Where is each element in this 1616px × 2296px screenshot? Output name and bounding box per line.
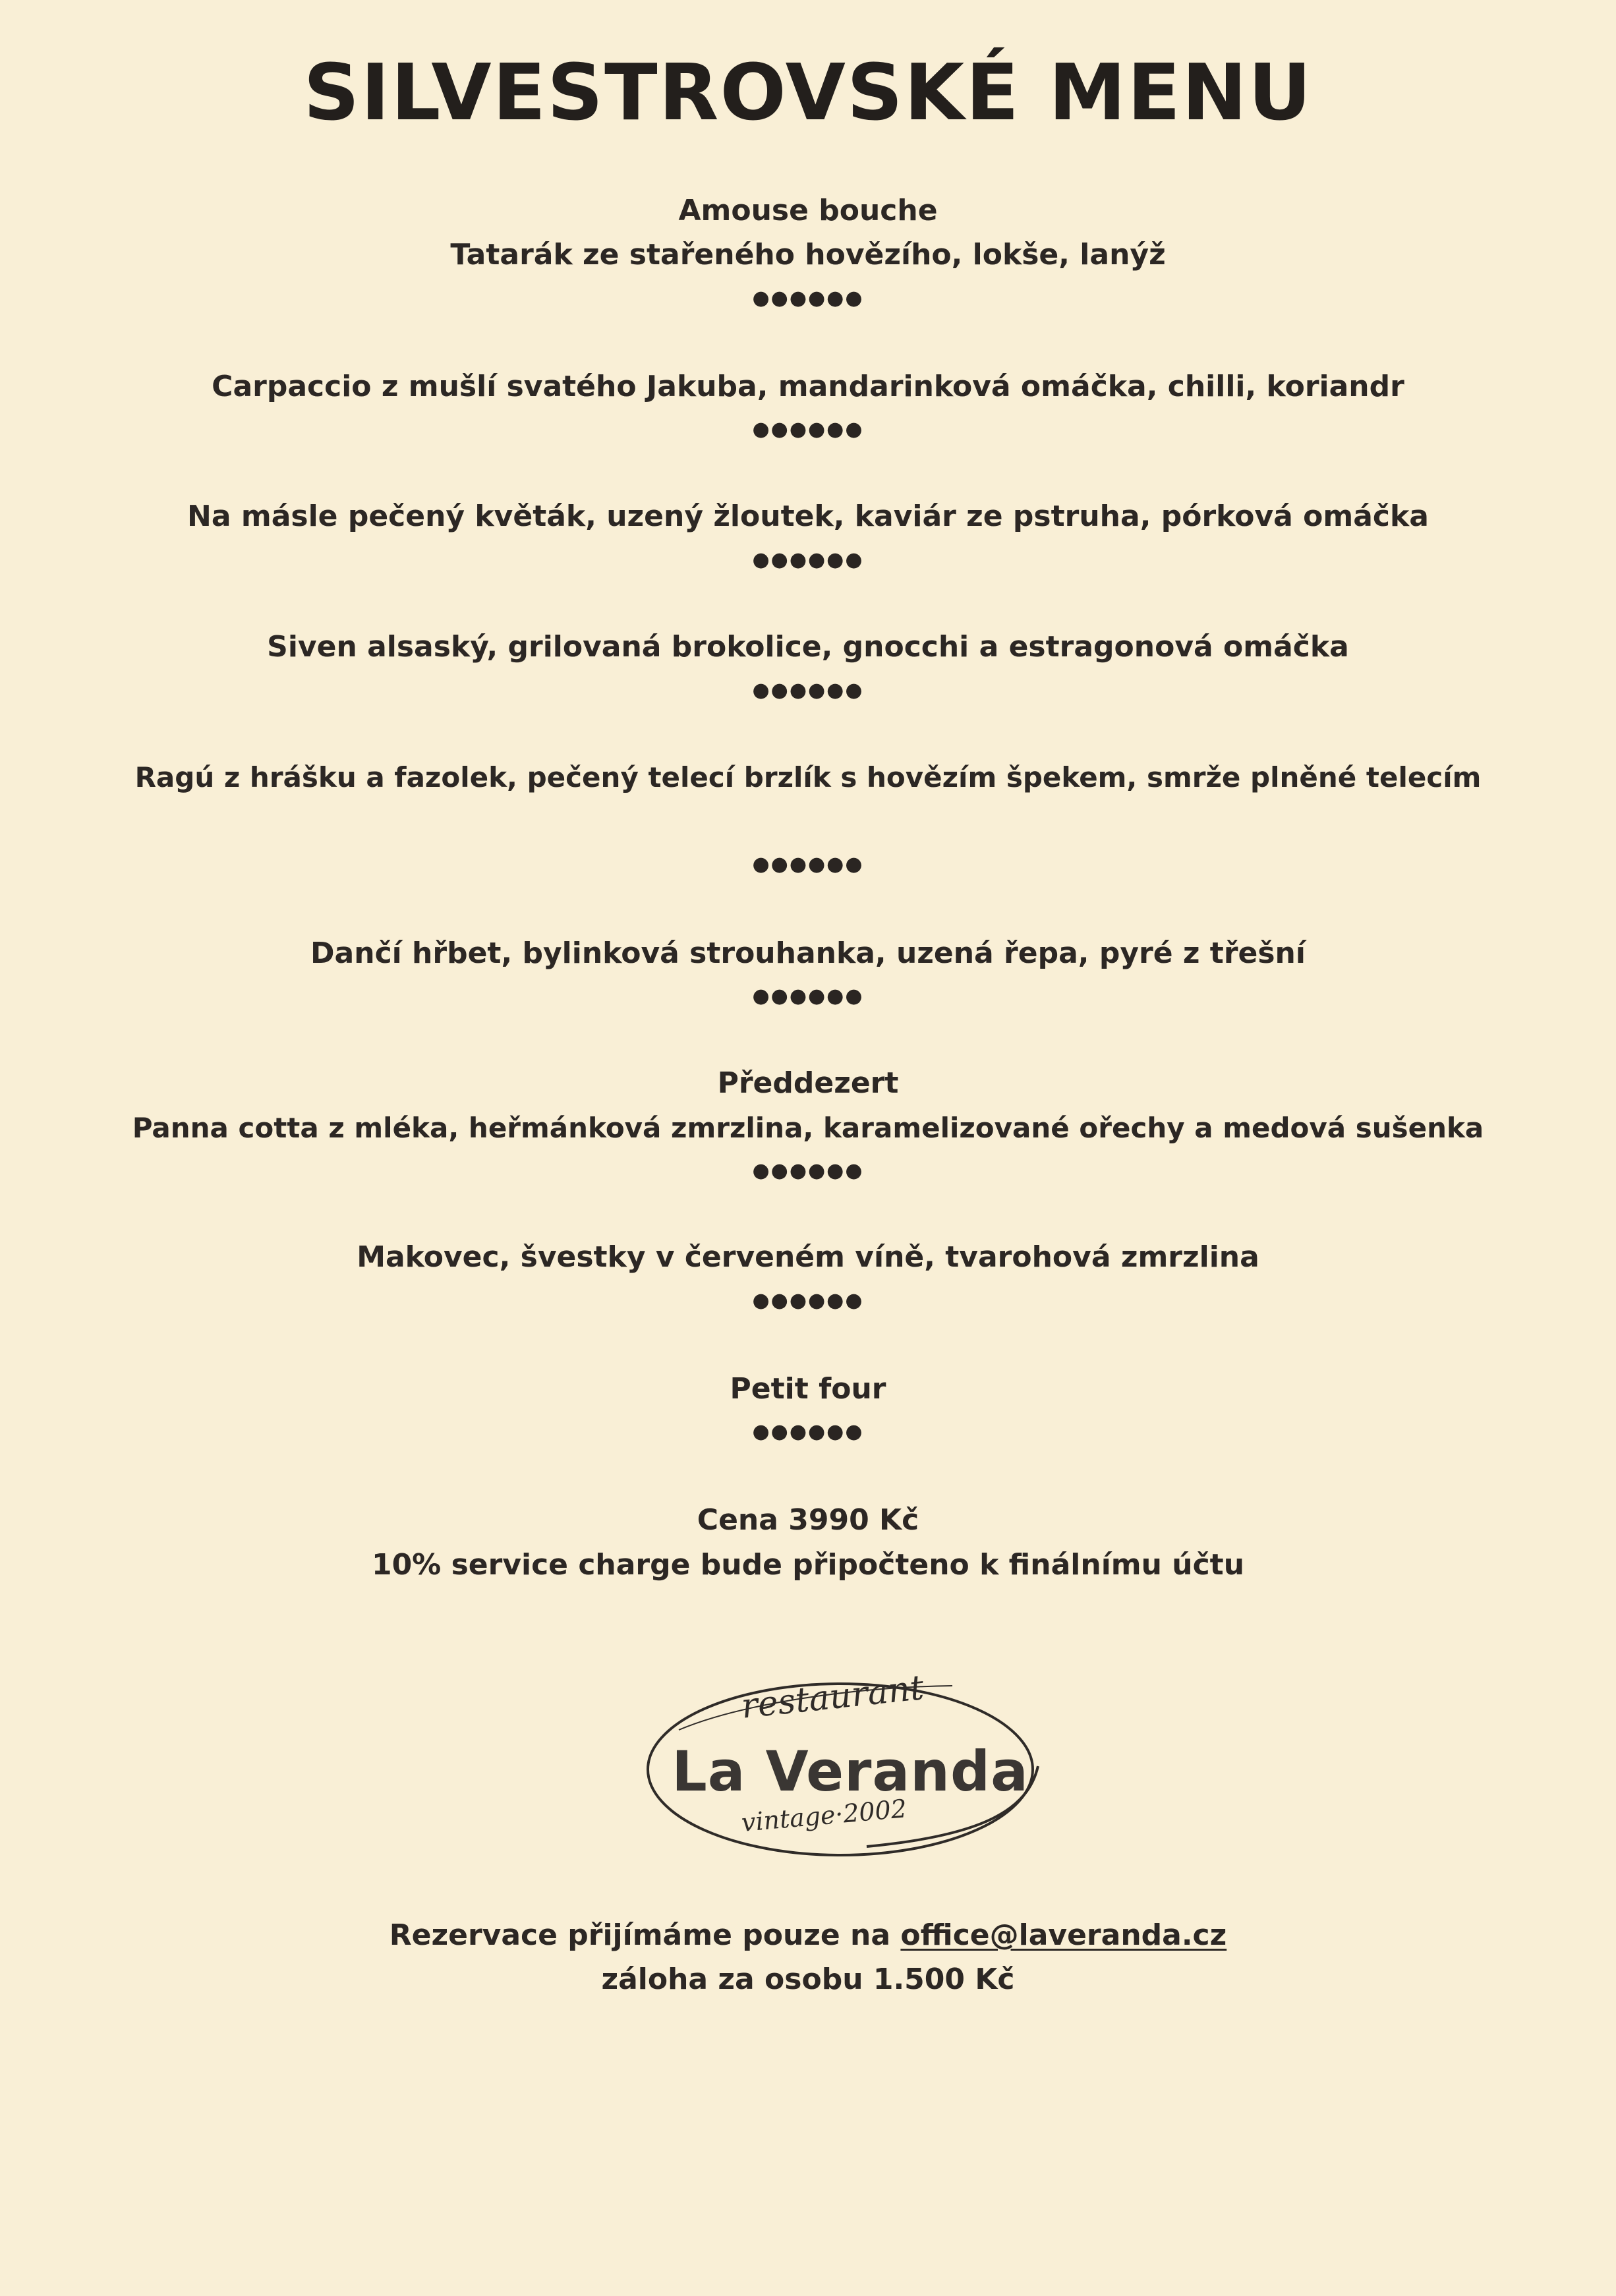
separator-dots: ●●●●●●: [752, 287, 864, 310]
course-char: Siven alsaský, grilovaná brokolice, gnocchi a estragonová omáčka: [267, 630, 1349, 664]
separator-dots: ●●●●●●: [752, 985, 864, 1008]
reservation-line: [0, 1914, 1616, 1957]
predessert-heading: Předdezert: [717, 1066, 899, 1100]
deposit-note: záloha za osobu 1.500 Kč: [601, 1963, 1015, 1996]
logo-tagline-top: restaurant: [739, 1668, 926, 1727]
separator-dots: ●●●●●●: [752, 853, 864, 876]
amuse-heading: Amouse bouche: [678, 194, 938, 227]
separator-dots: ●●●●●●: [752, 418, 864, 441]
course-ragout: Ragú z hrášku a fazolek, pečený telecí brzlík s hovězím špekem, smrže plněné telecím: [134, 761, 1482, 793]
separator-dots: ●●●●●●: [752, 548, 864, 571]
course-cauliflower: Na másle pečený květák, uzený žloutek, kaviár ze pstruha, pórková omáčka: [187, 500, 1429, 533]
page-title: SILVESTROVSKÉ MENU: [303, 47, 1313, 138]
course-carpaccio: Carpaccio z mušlí svatého Jakuba, mandarinková omáčka, chilli, koriandr: [212, 370, 1404, 403]
price-line: Cena 3990 Kč: [697, 1503, 919, 1537]
separator-dots: ●●●●●●: [752, 679, 864, 702]
course-venison: Dančí hřbet, bylinková strouhanka, uzená řepa, pyré z třešní: [310, 936, 1306, 970]
course-dessert: Makovec, švestky v červeném víně, tvarohová zmrzlina: [357, 1240, 1259, 1274]
reservation-email-link[interactable]: office@laveranda.cz: [900, 1918, 1227, 1952]
service-charge-note: 10% service charge bude připočteno k finálnímu účtu: [371, 1548, 1245, 1582]
separator-dots: ●●●●●●: [752, 1159, 864, 1182]
amuse-course: Tatarák ze stařeného hovězího, lokše, lanýž: [450, 238, 1166, 272]
restaurant-logo: [643, 1667, 1058, 1865]
separator-dots: ●●●●●●: [752, 1420, 864, 1443]
logo-name: La Veranda: [672, 1739, 1029, 1804]
reservation-prefix: Rezervace přijímáme pouze na: [389, 1918, 901, 1952]
course-predessert: Panna cotta z mléka, heřmánková zmrzlina, karamelizované ořechy a medová sušenka: [132, 1112, 1484, 1144]
logo-tagline-bottom: vintage·2002: [740, 1794, 908, 1837]
course-petit-four: Petit four: [730, 1372, 886, 1406]
separator-dots: ●●●●●●: [752, 1289, 864, 1312]
